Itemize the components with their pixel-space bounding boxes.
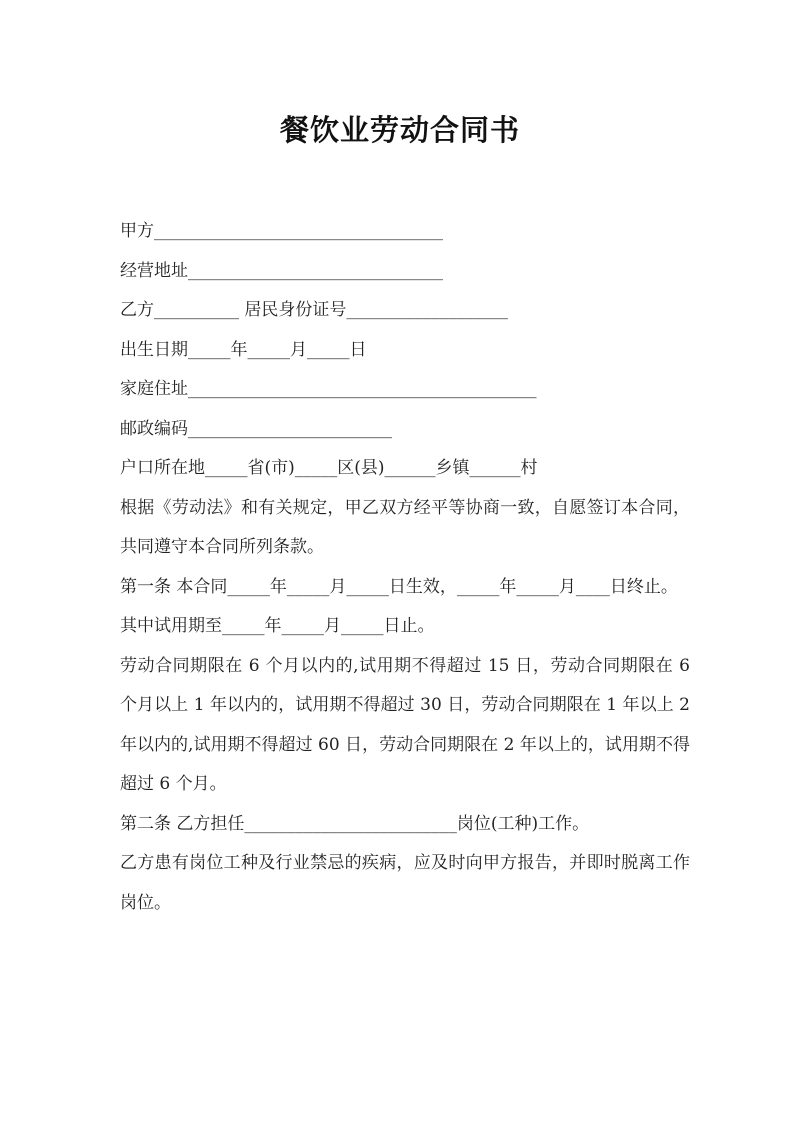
preamble-paragraph: 根据《劳动法》和有关规定，甲乙双方经平等协商一致，自愿签订本合同，共同遵守本合同所列条款。: [120, 497, 690, 557]
probation-limits-paragraph: 劳动合同期限在 6 个月以内的,试用期不得超过 15 日，劳动合同期限在 6 个月以上 1 年以内的，试用期不得超过 30 日，劳动合同期限在 1 年以上 2 年以内的,试用期不得超过 60 日，劳动合同期限在 2 年以上的，试用期不得超过 6 个月。: [120, 655, 690, 794]
business-address-line: 经营地址______________________________: [120, 260, 443, 281]
document-title: 餐饮业劳动合同书: [279, 113, 520, 147]
party-b-id-line: 乙方__________ 居民身份证号___________________: [120, 300, 508, 320]
birth-date-line: 出生日期_____年_____月_____日: [120, 339, 367, 360]
party-a-line: 甲方__________________________________: [120, 221, 443, 241]
probation-paragraph: 其中试用期至_____年_____月_____日止。: [120, 616, 435, 636]
article-two-paragraph: 第二条 乙方担任_________________________岗位(工种)工作。: [120, 813, 590, 834]
home-address-line: 家庭住址_________________________________________: [120, 379, 537, 399]
article-one-paragraph: 第一条 本合同_____年_____月_____日生效，_____年_____月____日终止。: [120, 576, 678, 597]
document-body: [120, 212, 690, 923]
postal-code-line: 邮政编码________________________: [120, 418, 392, 439]
household-registration-line: 户口所在地_____省(市)_____区(县)______乡镇______村: [120, 458, 538, 478]
disease-report-paragraph: 乙方患有岗位工种及行业禁忌的疾病，应及时向甲方报告，并即时脱离工作岗位。: [120, 853, 690, 913]
